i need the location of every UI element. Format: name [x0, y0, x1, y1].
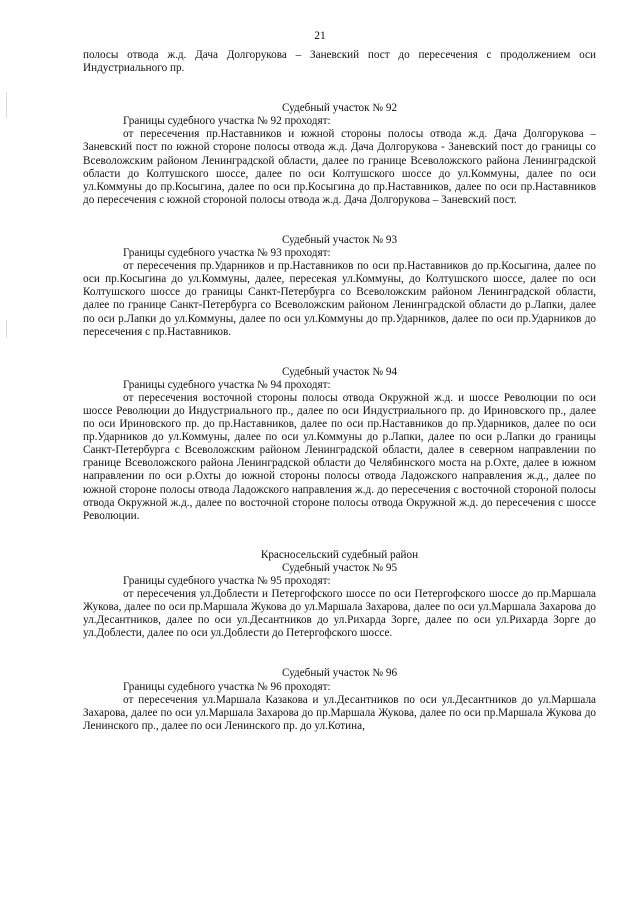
spacer	[83, 339, 596, 366]
spacer	[83, 75, 596, 102]
spacer	[83, 640, 596, 667]
section-title: Судебный участок № 95	[281, 561, 398, 574]
spacer	[83, 523, 596, 549]
section-title: Судебный участок № 93	[281, 233, 398, 246]
section-text: от пересечения ул.Доблести и Петергофского шоссе по оси Петергофского шоссе до пр.Маршала Жукова, далее по оси пр.Маршала Жукова до ул.Маршала Захарова, далее по оси ул.Маршала Захарова до ул.Десантников, далее по оси ул.Десантников до ул.Рихарда Зорге, далее по оси ул.Рихарда Зорге до ул.Доблести, далее по оси ул.Доблести до Петергофского шоссе.	[83, 588, 596, 640]
section-text: от пересечения пр.Ударников и пр.Наставников по оси пр.Наставников до пр.Косыгина, далее по оси пр.Косыгина до ул.Коммуны, далее, пересекая ул.Коммуны, до Колтушского шоссе, далее по оси Колтушского шоссе до границы Санкт-Петербурга со Всеволожским районом Ленинградской области, далее по границе Санкт-Петербурга со Всеволожским районом Ленинградской области до р.Лапки, далее по оси р.Лапки до ул.Коммуны, далее по оси ул.Коммуны до пр.Ударников, далее по оси пр.Ударников до пересечения с пр.Наставников.	[83, 260, 596, 338]
section-subtitle: Границы судебного участка № 96 проходят:	[123, 680, 331, 693]
scan-margin-mark	[6, 320, 7, 338]
district-title: Красносельский судебный район	[260, 548, 419, 561]
section-subtitle: Границы судебного участка № 94 проходят:	[123, 378, 331, 391]
section-text: от пересечения пр.Наставников и южной стороны полосы отвода ж.д. Дача Долгорукова – Заневский пост по южной стороне полосы отвода ж.д. Дача Долгорукова - Заневский пост до границы со Всеволожским районом Ленинградской области, далее по границе Всеволожского района Ленинградской области до Колтушского шоссе, далее по оси Колтушского шоссе до ул.Коммуны, далее по оси ул.Коммуны до пр.Косыгина, далее по оси пр.Косыгина до пр.Наставников, далее по оси пр.Наставников до пересечения с южной стороной полосы отвода ж.д. Дача Долгорукова – Заневский пост.	[83, 128, 596, 206]
spacer	[83, 207, 596, 234]
section-subtitle: Границы судебного участка № 92 проходят:	[123, 115, 331, 128]
section-title: Судебный участок № 92	[281, 102, 398, 115]
page-number: 21	[314, 30, 326, 42]
document-body	[83, 49, 596, 733]
section-subtitle: Границы судебного участка № 93 проходят:	[123, 247, 331, 260]
section-text: от пересечения восточной стороны полосы отвода Окружной ж.д. и шоссе Революции по оси шоссе Революции до Индустриального пр., далее по оси Индустриального пр. до Ириновского пр., далее по оси Ириновского пр. до пр.Наставников, далее по оси пр.Наставников до пр.Ударников, далее по оси пр.Ударников до ул.Коммуны, далее по оси ул.Коммуны до р.Лапки, далее по оси р.Лапки до границы Санкт-Петербурга с Всеволожским районом Ленинградской области, далее в северном направлении по границе Всеволожского района Ленинградской области до Челябинского моста на р.Охте, далее в южном направлении по оси р.Охты до южной стороны полосы отвода Ладожского направления ж.д., далее по южной стороне полосы отвода Ладожского направления ж.д. до пересечения с восточной стороной полосы отвода Окружной ж.д., далее по восточной стороне полосы отвода Окружной ж.д. до пересечения с шоссе Революции.	[83, 391, 596, 522]
intro-paragraph: полосы отвода ж.д. Дача Долгорукова – Заневский пост до пересечения с продолжением оси Индустриального пр.	[83, 49, 596, 75]
section-title: Судебный участок № 96	[281, 667, 398, 680]
scan-margin-mark	[6, 92, 7, 118]
section-text: от пересечения ул.Маршала Казакова и ул.Десантников по оси ул.Десантников до ул.Маршала Захарова, далее по оси ул.Маршала Захарова до пр.Маршала Жукова, далее по оси пр.Маршала Жукова до Ленинского пр., далее по оси Ленинского пр. до ул.Котина,	[83, 693, 596, 732]
section-subtitle: Границы судебного участка № 95 проходят:	[123, 575, 331, 587]
section-title: Судебный участок № 94	[281, 365, 398, 378]
